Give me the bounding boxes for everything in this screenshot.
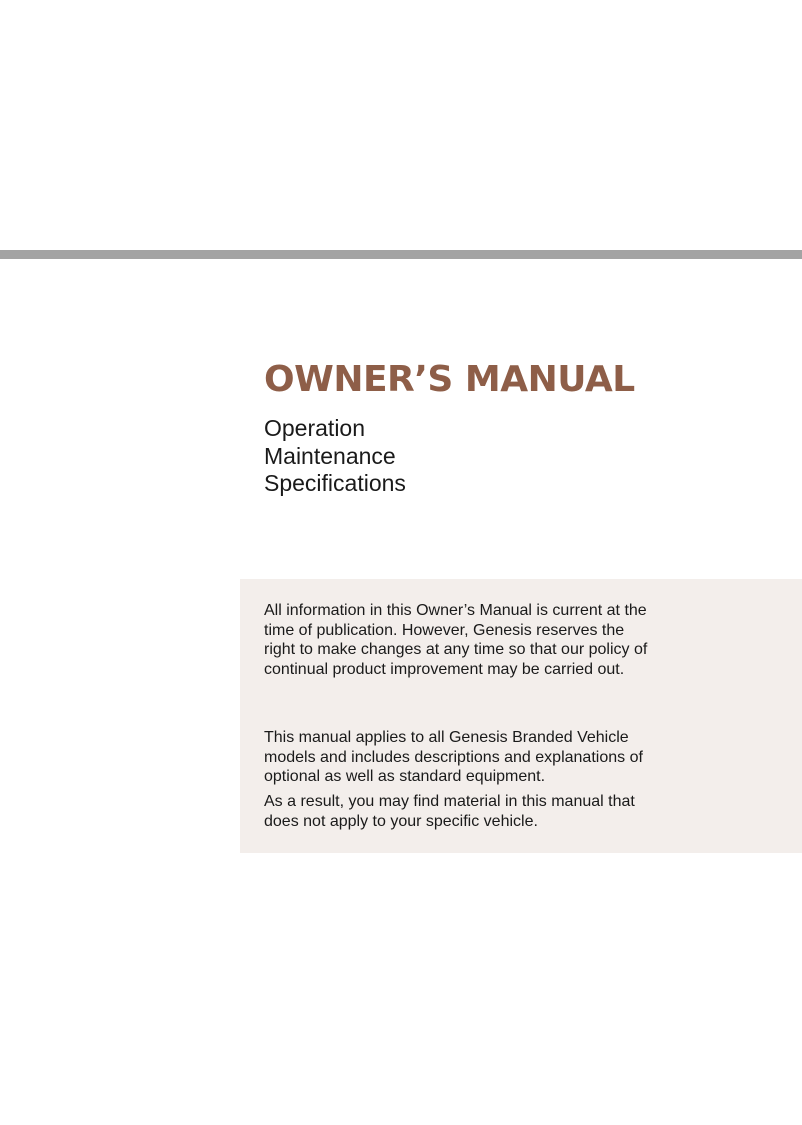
- notice-paragraph-currency: All information in this Owner’s Manual is current at the time of publication. However, Genesis reserves the right to make changes at any time so that our policy of continual product improvement may be carried out.: [264, 602, 648, 678]
- page-title: OWNER’S MANUAL: [264, 359, 635, 400]
- notice-box: [240, 579, 802, 853]
- subtitle-specifications: Specifications: [264, 470, 406, 496]
- top-divider: [0, 250, 802, 259]
- subtitle-list: [264, 415, 406, 498]
- notice-paragraph-disclaimer: As a result, you may find material in this manual that does not apply to your specific vehicle.: [264, 793, 635, 830]
- subtitle-maintenance: Maintenance: [264, 442, 396, 469]
- notice-paragraph-applicability: This manual applies to all Genesis Branded Vehicle models and includes descriptions and explanations of optional as well as standard equipment.: [264, 729, 643, 786]
- subtitle-operation: Operation: [264, 415, 366, 441]
